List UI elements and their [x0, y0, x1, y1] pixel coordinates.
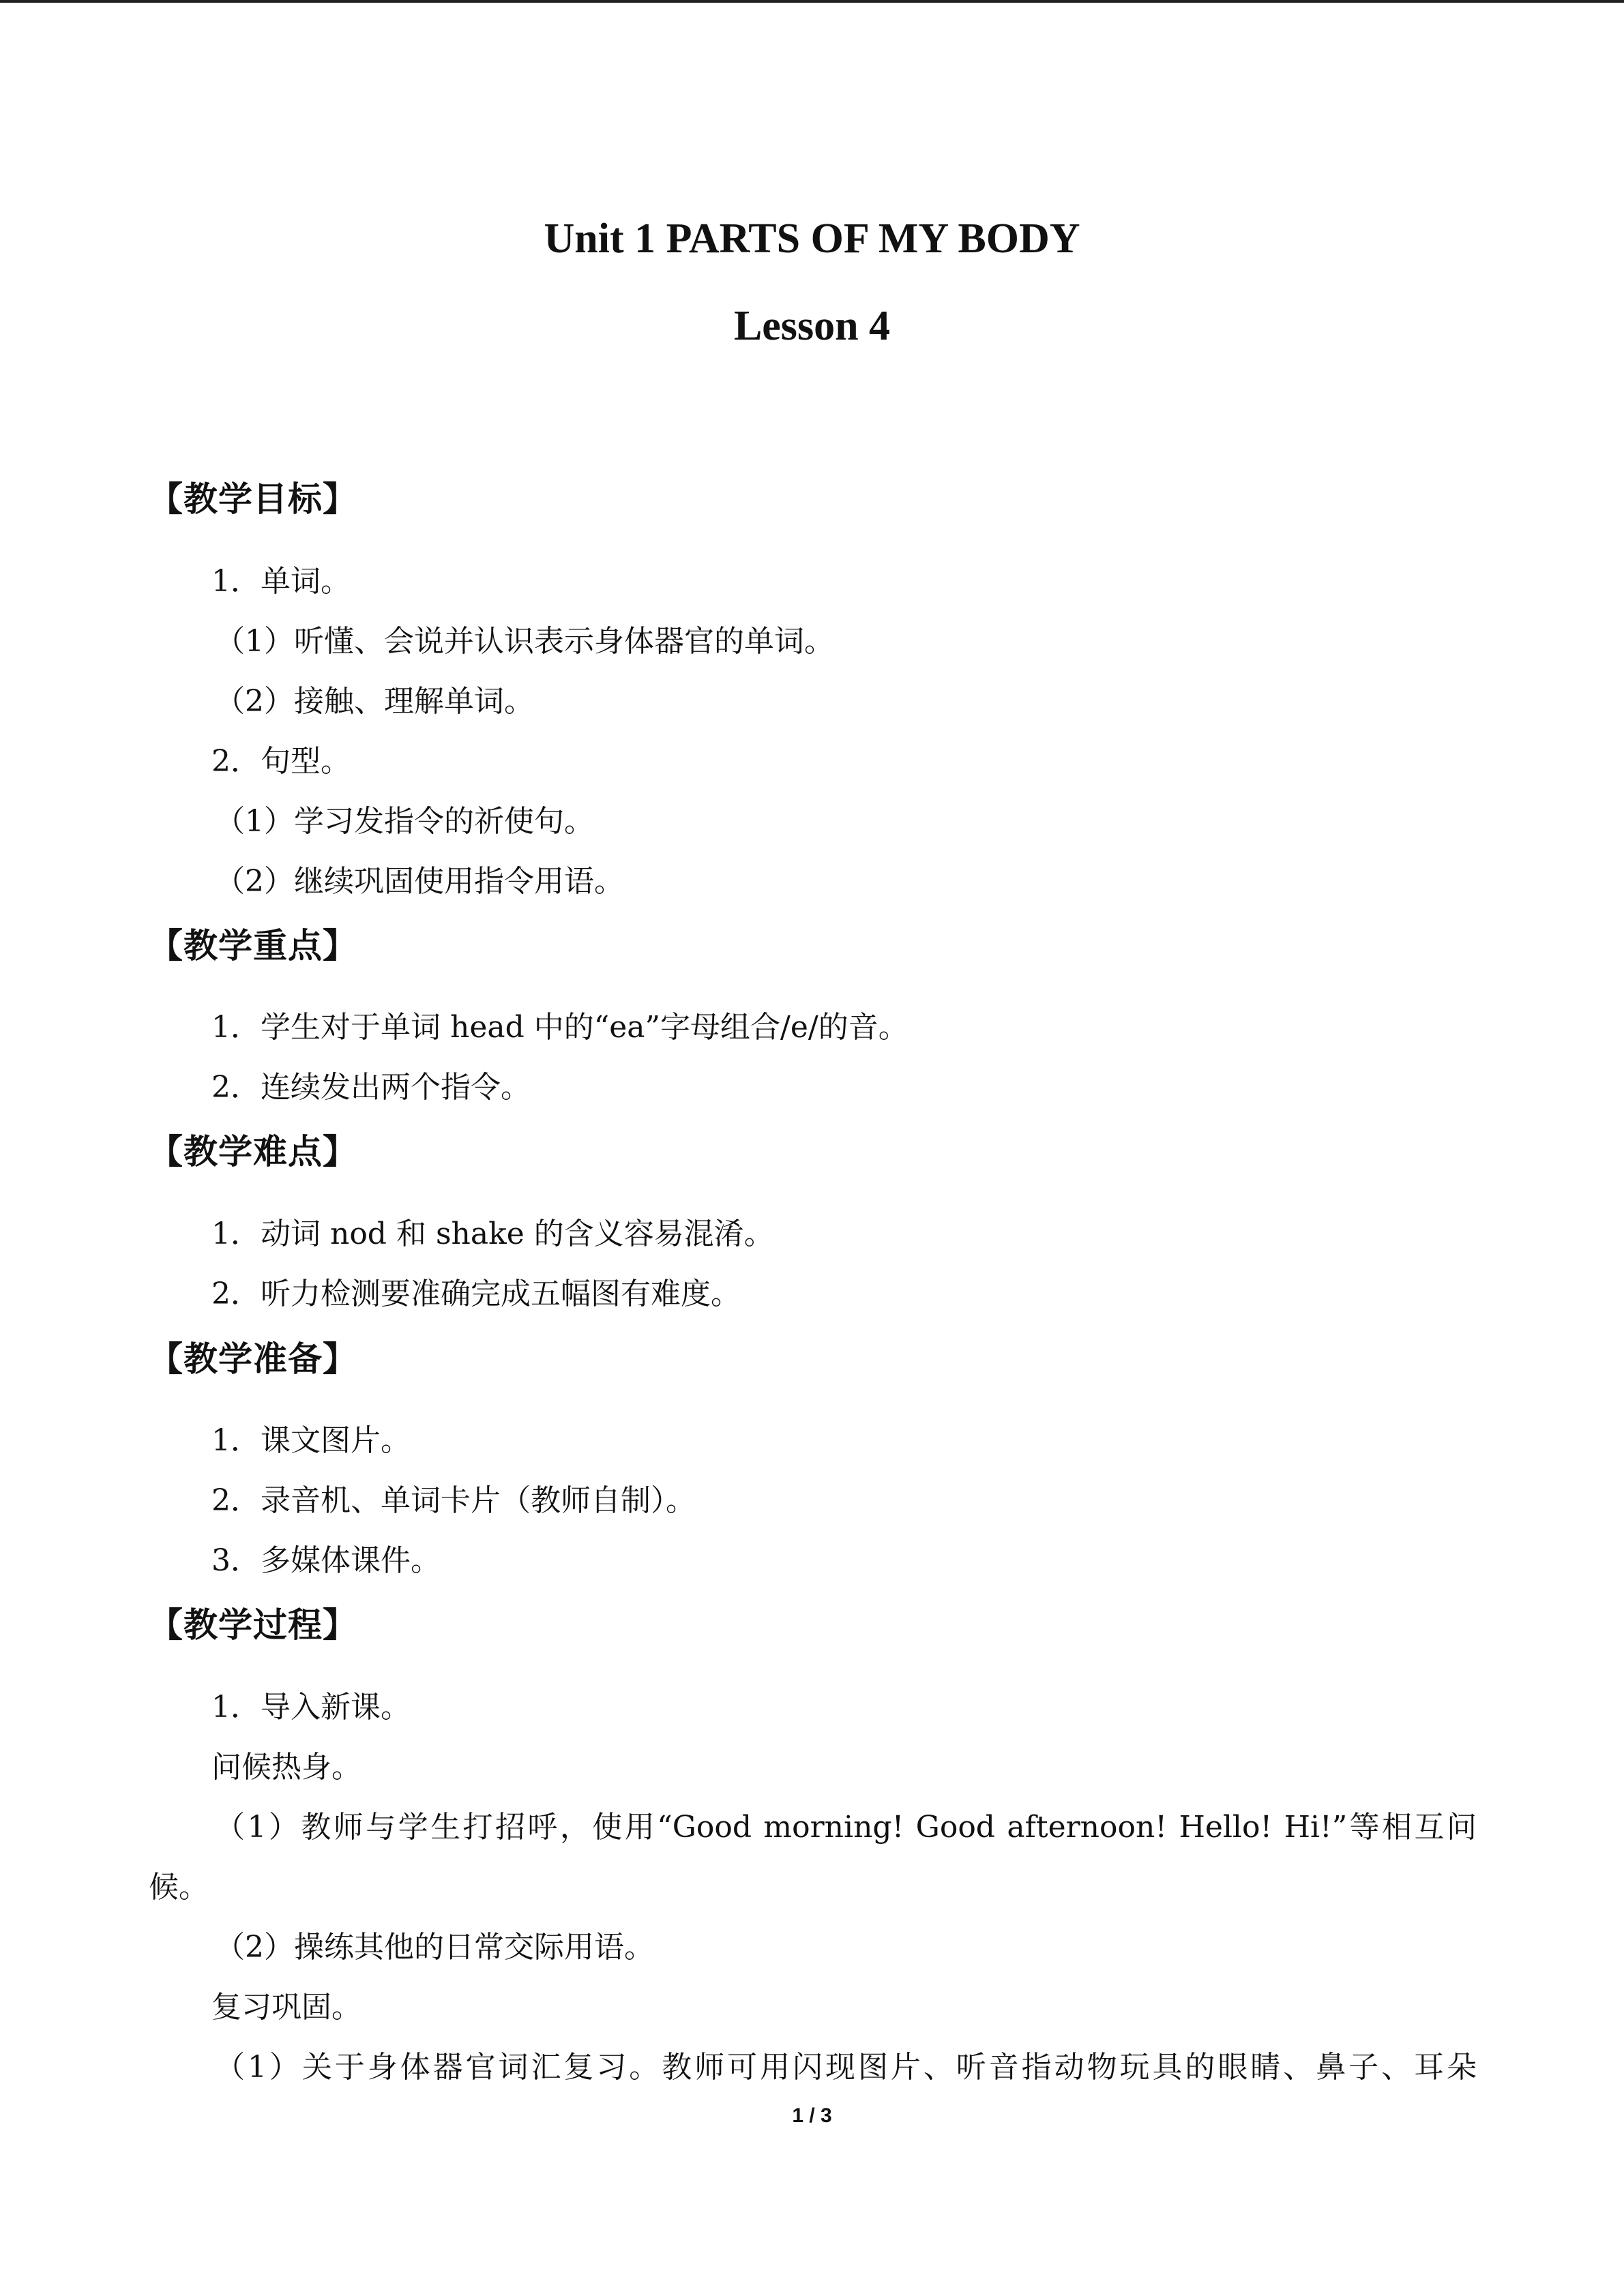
preparation-line: 1．课文图片。	[211, 1423, 411, 1458]
section-heading-key-points: 【教学重点】	[149, 926, 357, 966]
key-point-line: 1．学生对于单词 head 中的“ea”字母组合/e/的音。	[211, 1010, 909, 1045]
process-paragraph-line: （1）教师与学生打招呼，使用“Good morning! Good afternoon! Hello! Hi!”等相互问	[215, 1810, 1477, 1845]
objective-line: （2）继续巩固使用指令用语。	[215, 864, 624, 899]
process-paragraph-continuation: 候。	[149, 1870, 209, 1905]
lesson-subtitle: Lesson 4	[733, 303, 891, 349]
process-line: （2）操练其他的日常交际用语。	[215, 1930, 654, 1965]
objective-line: （2）接触、理解单词。	[215, 684, 534, 719]
preparation-line: 3．多媒体课件。	[211, 1543, 441, 1578]
page-number: 1 / 3	[792, 2104, 832, 2127]
process-paragraph-line: （1）关于身体器官词汇复习。教师可用闪现图片、听音指动物玩具的眼睛、鼻子、耳朵	[215, 2050, 1477, 2085]
page-top-border	[0, 0, 1624, 3]
key-point-line: 2．连续发出两个指令。	[211, 1070, 531, 1105]
document-title: Unit 1 PARTS OF MY BODY	[544, 215, 1080, 262]
preparation-line: 2．录音机、单词卡片（教师自制）。	[211, 1483, 696, 1518]
difficulty-line: 2．听力检测要准确完成五幅图有难度。	[211, 1277, 741, 1311]
objective-line: 1．单词。	[211, 564, 351, 599]
difficulty-line: 1．动词 nod 和 shake 的含义容易混淆。	[211, 1217, 774, 1251]
section-heading-objectives: 【教学目标】	[149, 479, 357, 519]
process-line: 1．导入新课。	[211, 1690, 411, 1725]
objective-line: （1）学习发指令的祈使句。	[215, 804, 594, 839]
section-heading-process: 【教学过程】	[149, 1605, 357, 1645]
objective-line: 2．句型。	[211, 744, 351, 779]
process-line: 复习巩固。	[211, 1990, 361, 2025]
section-heading-preparation: 【教学准备】	[149, 1339, 357, 1379]
process-line: 问候热身。	[211, 1750, 361, 1785]
objective-line: （1）听懂、会说并认识表示身体器官的单词。	[215, 624, 834, 659]
section-heading-difficulties: 【教学难点】	[149, 1132, 357, 1172]
